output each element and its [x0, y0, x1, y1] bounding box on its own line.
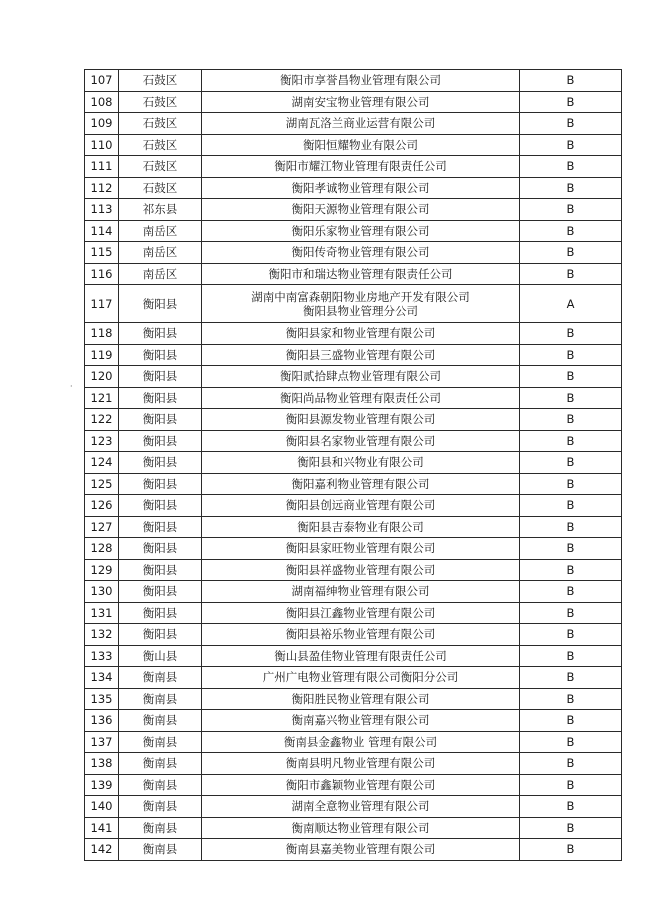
- district-cell: 南岳区: [119, 220, 202, 242]
- grade-cell: B: [520, 156, 622, 178]
- table-row: [85, 817, 622, 839]
- table-row: [85, 624, 622, 646]
- grade-cell: B: [520, 602, 622, 624]
- grade-cell: B: [520, 177, 622, 199]
- district-cell: 衡南县: [119, 817, 202, 839]
- district-cell: 衡阳县: [119, 285, 202, 323]
- row-number-cell: 116: [85, 263, 119, 285]
- table-row: [85, 134, 622, 156]
- company-name-line: 衡阳县和兴物业有限公司: [297, 455, 424, 470]
- company-name-cell: [202, 839, 520, 861]
- company-name-cell: [202, 134, 520, 156]
- row-number-cell: 123: [85, 430, 119, 452]
- district-cell: 衡阳县: [119, 430, 202, 452]
- grade-cell: B: [520, 263, 622, 285]
- district-cell: 石鼓区: [119, 134, 202, 156]
- district-cell: 衡阳县: [119, 624, 202, 646]
- table-row: [85, 285, 622, 323]
- company-name-line: 衡阳县家旺物业管理有限公司: [285, 541, 436, 556]
- table-row: [85, 242, 622, 264]
- company-name-cell: [202, 263, 520, 285]
- grade-cell: B: [520, 70, 622, 92]
- company-name-line: 衡阳恒耀物业有限公司: [303, 137, 418, 152]
- company-name-cell: [202, 645, 520, 667]
- table-row: [85, 753, 622, 775]
- company-name-cell: [202, 624, 520, 646]
- company-name-cell: [202, 199, 520, 221]
- grade-cell: B: [520, 242, 622, 264]
- grade-cell: B: [520, 344, 622, 366]
- row-number-cell: 120: [85, 366, 119, 388]
- company-name-cell: [202, 602, 520, 624]
- district-cell: 衡南县: [119, 774, 202, 796]
- company-name-line: 衡阳尚品物业管理有限责任公司: [280, 390, 441, 405]
- grade-cell: B: [520, 581, 622, 603]
- table-row: [85, 409, 622, 431]
- grade-cell: B: [520, 387, 622, 409]
- row-number-cell: 132: [85, 624, 119, 646]
- row-number-cell: 140: [85, 796, 119, 818]
- district-cell: 衡阳县: [119, 559, 202, 581]
- grade-cell: B: [520, 753, 622, 775]
- grade-cell: B: [520, 559, 622, 581]
- company-name-cell: [202, 177, 520, 199]
- grade-cell: B: [520, 113, 622, 135]
- row-number-cell: 126: [85, 495, 119, 517]
- table-row: [85, 839, 622, 861]
- row-number-cell: 125: [85, 473, 119, 495]
- company-name-line: 衡阳县家和物业管理有限公司: [285, 326, 436, 341]
- company-name-cell: [202, 285, 520, 323]
- grade-cell: B: [520, 495, 622, 517]
- grade-cell: B: [520, 516, 622, 538]
- company-name-line: 衡山县盈佳物业管理有限责任公司: [274, 648, 447, 663]
- scan-speck: ·: [70, 382, 73, 391]
- district-cell: 衡阳县: [119, 581, 202, 603]
- grade-cell: B: [520, 688, 622, 710]
- table-row: [85, 199, 622, 221]
- company-name-line: 衡阳市和瑞达物业管理有限责任公司: [268, 266, 453, 281]
- company-name-cell: [202, 688, 520, 710]
- district-cell: 石鼓区: [119, 113, 202, 135]
- row-number-cell: 138: [85, 753, 119, 775]
- table-row: [85, 70, 622, 92]
- district-cell: 石鼓区: [119, 156, 202, 178]
- company-name-line: 衡阳胜民物业管理有限公司: [291, 691, 430, 706]
- company-name-cell: [202, 516, 520, 538]
- table-row: [85, 731, 622, 753]
- company-name-line: 衡阳市耀江物业管理有限责任公司: [274, 159, 447, 174]
- company-name-line: 衡阳县裕乐物业管理有限公司: [285, 627, 436, 642]
- district-cell: 衡阳县: [119, 366, 202, 388]
- row-number-cell: 109: [85, 113, 119, 135]
- company-name-line: 衡阳县江鑫物业管理有限公司: [285, 605, 436, 620]
- row-number-cell: 135: [85, 688, 119, 710]
- company-name-line: 湖南瓦洛兰商业运营有限公司: [285, 116, 436, 131]
- row-number-cell: 115: [85, 242, 119, 264]
- table-row: [85, 366, 622, 388]
- company-name-line: 衡阳县名家物业管理有限公司: [285, 433, 436, 448]
- grade-cell: B: [520, 91, 622, 113]
- table-row: [85, 559, 622, 581]
- company-name-cell: [202, 452, 520, 474]
- row-number-cell: 111: [85, 156, 119, 178]
- grade-cell: B: [520, 645, 622, 667]
- company-name-line: 衡阳县物业管理分公司: [303, 303, 418, 318]
- company-name-cell: [202, 667, 520, 689]
- district-cell: 衡阳县: [119, 473, 202, 495]
- row-number-cell: 128: [85, 538, 119, 560]
- grade-cell: B: [520, 409, 622, 431]
- row-number-cell: 142: [85, 839, 119, 861]
- company-name-cell: [202, 817, 520, 839]
- district-cell: 衡南县: [119, 710, 202, 732]
- row-number-cell: 141: [85, 817, 119, 839]
- district-cell: 南岳区: [119, 263, 202, 285]
- row-number-cell: 117: [85, 285, 119, 323]
- company-name-cell: [202, 344, 520, 366]
- grade-cell: B: [520, 796, 622, 818]
- row-number-cell: 114: [85, 220, 119, 242]
- row-number-cell: 112: [85, 177, 119, 199]
- row-number-cell: 127: [85, 516, 119, 538]
- company-name-line: 衡阳传奇物业管理有限公司: [291, 245, 430, 260]
- district-cell: 衡南县: [119, 839, 202, 861]
- row-number-cell: 139: [85, 774, 119, 796]
- company-name-line: 衡阳贰拾肆点物业管理有限公司: [280, 369, 441, 384]
- district-cell: 衡山县: [119, 645, 202, 667]
- table-row: [85, 220, 622, 242]
- grade-cell: B: [520, 624, 622, 646]
- row-number-cell: 121: [85, 387, 119, 409]
- district-cell: 衡南县: [119, 731, 202, 753]
- grade-cell: B: [520, 323, 622, 345]
- company-name-line: 湖南安宝物业管理有限公司: [291, 94, 430, 109]
- table-row: [85, 516, 622, 538]
- company-name-line: 衡阳市享誉昌物业管理有限公司: [280, 73, 441, 88]
- company-name-cell: [202, 409, 520, 431]
- grade-cell: B: [520, 366, 622, 388]
- table-row: [85, 430, 622, 452]
- company-name-line: 衡阳市鑫颖物业管理有限公司: [285, 777, 436, 792]
- table-row: [85, 796, 622, 818]
- company-name-line: 衡南县嘉美物业管理有限公司: [285, 842, 436, 857]
- table-row: [85, 156, 622, 178]
- district-cell: 衡南县: [119, 753, 202, 775]
- table-row: [85, 263, 622, 285]
- row-number-cell: 137: [85, 731, 119, 753]
- company-name-cell: [202, 796, 520, 818]
- district-cell: 衡阳县: [119, 495, 202, 517]
- row-number-cell: 134: [85, 667, 119, 689]
- table-row: [85, 323, 622, 345]
- company-name-line: 广州广电物业管理有限公司衡阳分公司: [262, 670, 459, 685]
- company-name-line: 衡阳县创远商业管理有限公司: [285, 498, 436, 513]
- company-name-cell: [202, 91, 520, 113]
- district-cell: 衡阳县: [119, 538, 202, 560]
- district-cell: 祁东县: [119, 199, 202, 221]
- company-name-cell: [202, 430, 520, 452]
- grade-cell: B: [520, 199, 622, 221]
- company-name-cell: [202, 581, 520, 603]
- row-number-cell: 122: [85, 409, 119, 431]
- grade-cell: A: [520, 285, 622, 323]
- company-name-cell: [202, 220, 520, 242]
- company-name-line: 衡南顺达物业管理有限公司: [291, 820, 430, 835]
- row-number-cell: 129: [85, 559, 119, 581]
- row-number-cell: 113: [85, 199, 119, 221]
- district-cell: 衡阳县: [119, 602, 202, 624]
- table-row: [85, 602, 622, 624]
- row-number-cell: 124: [85, 452, 119, 474]
- company-name-line: 衡南县金鑫物业 管理有限公司: [283, 734, 438, 749]
- row-number-cell: 136: [85, 710, 119, 732]
- company-name-line: 衡阳天源物业管理有限公司: [291, 202, 430, 217]
- grade-cell: B: [520, 538, 622, 560]
- district-cell: 衡阳县: [119, 452, 202, 474]
- company-name-line: 湖南福绅物业管理有限公司: [291, 584, 430, 599]
- company-name-cell: [202, 323, 520, 345]
- company-name-line: 湖南中南富森朝阳物业房地产开发有限公司: [251, 289, 470, 304]
- grade-cell: B: [520, 817, 622, 839]
- company-name-line: 衡南县明凡物业管理有限公司: [285, 756, 436, 771]
- table-row: [85, 177, 622, 199]
- grade-cell: B: [520, 134, 622, 156]
- grade-cell: B: [520, 667, 622, 689]
- row-number-cell: 108: [85, 91, 119, 113]
- table-row: [85, 113, 622, 135]
- district-cell: 衡阳县: [119, 409, 202, 431]
- table-row: [85, 774, 622, 796]
- row-number-cell: 130: [85, 581, 119, 603]
- company-name-cell: [202, 156, 520, 178]
- row-number-cell: 131: [85, 602, 119, 624]
- row-number-cell: 119: [85, 344, 119, 366]
- company-name-cell: [202, 774, 520, 796]
- company-name-cell: [202, 473, 520, 495]
- district-cell: 衡阳县: [119, 323, 202, 345]
- grade-cell: B: [520, 473, 622, 495]
- district-cell: 衡阳县: [119, 344, 202, 366]
- table-row: [85, 344, 622, 366]
- table-row: [85, 495, 622, 517]
- table-row: [85, 538, 622, 560]
- company-name-line: 衡阳县三盛物业管理有限公司: [285, 347, 436, 362]
- company-name-cell: [202, 495, 520, 517]
- company-name-cell: [202, 710, 520, 732]
- row-number-cell: 110: [85, 134, 119, 156]
- grade-cell: B: [520, 710, 622, 732]
- company-name-cell: [202, 538, 520, 560]
- grade-cell: B: [520, 430, 622, 452]
- table-row: [85, 688, 622, 710]
- district-cell: 衡阳县: [119, 516, 202, 538]
- district-cell: 衡南县: [119, 796, 202, 818]
- district-cell: 衡阳县: [119, 387, 202, 409]
- table-row: [85, 452, 622, 474]
- grade-cell: B: [520, 774, 622, 796]
- company-name-cell: [202, 366, 520, 388]
- company-name-cell: [202, 731, 520, 753]
- district-cell: 石鼓区: [119, 177, 202, 199]
- company-name-cell: [202, 559, 520, 581]
- district-cell: 衡南县: [119, 667, 202, 689]
- table-row: [85, 91, 622, 113]
- grade-cell: B: [520, 839, 622, 861]
- grade-cell: B: [520, 731, 622, 753]
- company-name-line: 衡阳孝诚物业管理有限公司: [291, 180, 430, 195]
- district-cell: 南岳区: [119, 242, 202, 264]
- row-number-cell: 118: [85, 323, 119, 345]
- table-row: [85, 645, 622, 667]
- table-row: [85, 667, 622, 689]
- grade-cell: B: [520, 452, 622, 474]
- company-name-cell: [202, 113, 520, 135]
- district-cell: 衡南县: [119, 688, 202, 710]
- company-name-line: 衡阳县源发物业管理有限公司: [285, 412, 436, 427]
- company-name-line: 衡南嘉兴物业管理有限公司: [291, 713, 430, 728]
- district-cell: 石鼓区: [119, 70, 202, 92]
- company-name-cell: [202, 242, 520, 264]
- company-name-cell: [202, 753, 520, 775]
- company-name-cell: [202, 387, 520, 409]
- company-name-cell: [202, 70, 520, 92]
- company-name-line: 衡阳乐家物业管理有限公司: [291, 223, 430, 238]
- district-cell: 石鼓区: [119, 91, 202, 113]
- grade-cell: B: [520, 220, 622, 242]
- table-row: [85, 387, 622, 409]
- company-name-line: 湖南全意物业管理有限公司: [291, 799, 430, 814]
- table-body: [85, 70, 622, 861]
- table-row: [85, 473, 622, 495]
- row-number-cell: 107: [85, 70, 119, 92]
- table-row: [85, 581, 622, 603]
- company-name-line: 衡阳嘉利物业管理有限公司: [291, 476, 430, 491]
- company-name-line: 衡阳县吉泰物业有限公司: [297, 519, 424, 534]
- row-number-cell: 133: [85, 645, 119, 667]
- company-name-line: 衡阳县祥盛物业管理有限公司: [285, 562, 436, 577]
- table-row: [85, 710, 622, 732]
- company-grade-table: [84, 69, 622, 861]
